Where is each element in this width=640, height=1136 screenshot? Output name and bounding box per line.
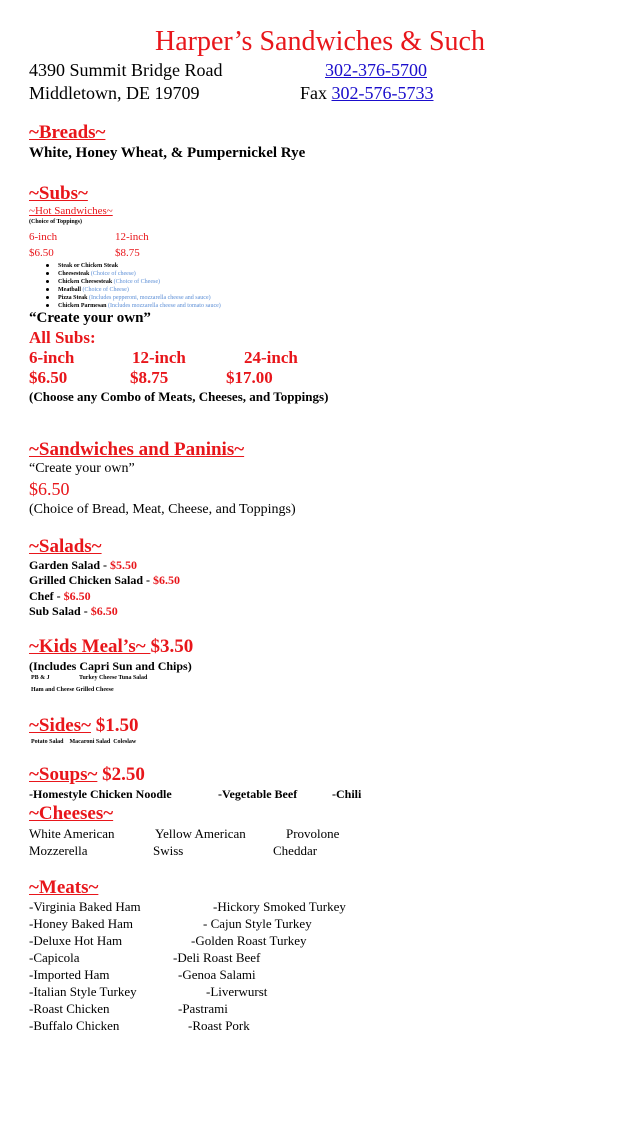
sandwiches-price: $6.50 — [29, 479, 70, 499]
cheese-swiss: Swiss — [153, 843, 184, 858]
salad-item-garden: Garden Salad - $5.50 — [29, 558, 138, 572]
hot-sandwiches-list — [29, 262, 221, 310]
meats-heading: ~Meats~ — [29, 877, 99, 898]
sandwiches-heading: ~Sandwiches and Paninis~ — [29, 439, 245, 460]
list-item: Pizza Steak (Includes pepperoni, mozzarella cheese and sauce) — [29, 294, 221, 302]
list-item: Cheesesteak (Choice of cheese) — [29, 270, 221, 278]
fax-label-text: Fax — [300, 83, 327, 103]
hot-sandwiches-heading: ~Hot Sandwiches~ — [29, 205, 113, 217]
kids-item-pbj: PB & J — [31, 675, 50, 681]
salad-item-sub: Sub Salad - $6.50 — [29, 604, 118, 618]
hot-size-small: 6-inch — [29, 231, 58, 243]
salads-heading: ~Salads~ — [29, 536, 102, 557]
soups-heading: ~Soups~ $2.50 — [29, 764, 145, 785]
cheese-white-american: White American — [29, 826, 115, 841]
subs-size-6: 6-inch — [29, 348, 75, 367]
fax-label — [300, 83, 434, 104]
hot-price-small: $6.50 — [29, 247, 54, 259]
soup-item-chicken-noodle: -Homestyle Chicken Noodle — [29, 787, 172, 801]
soup-item-chili: -Chili — [332, 787, 362, 801]
sides-list: Potato Salad Macaroni Salad Coleslaw — [31, 739, 137, 745]
meat-left-item: -Imported Ham — [29, 967, 110, 982]
sandwiches-create-own: “Create your own” — [29, 461, 135, 476]
all-subs-label: All Subs: — [29, 328, 96, 347]
address-line-1: 4390 Summit Bridge Road — [29, 60, 223, 80]
soup-item-vegetable-beef: -Vegetable Beef — [218, 787, 298, 801]
sandwiches-note: (Choice of Bread, Meat, Cheese, and Toppings) — [29, 502, 296, 517]
subs-price-6: $6.50 — [29, 368, 68, 387]
list-item: Chicken Cheesesteak (Choice of Cheese) — [29, 278, 221, 286]
cheese-provolone: Provolone — [286, 826, 340, 841]
list-item: Steak or Chicken Steak — [29, 262, 221, 270]
meat-right-item: -Pastrami — [178, 1001, 228, 1016]
page-title: Harper’s Sandwiches & Such — [155, 26, 485, 57]
subs-combo-note: (Choose any Combo of Meats, Cheeses, and Toppings) — [29, 389, 329, 404]
salad-item-chef: Chef - $6.50 — [29, 589, 91, 603]
meat-right-item: -Golden Roast Turkey — [191, 933, 307, 948]
subs-price-24: $17.00 — [226, 368, 273, 387]
meat-right-item: -Deli Roast Beef — [173, 950, 261, 965]
list-item: Meatball (Choice of Cheese) — [29, 286, 221, 294]
meat-left-item: -Roast Chicken — [29, 1001, 110, 1016]
subs-price-12: $8.75 — [130, 368, 169, 387]
kids-heading: ~Kids Meal’s~ $3.50 — [29, 636, 194, 657]
subs-size-24: 24-inch — [244, 348, 298, 367]
meat-right-item: -Liverwurst — [206, 984, 268, 999]
subs-heading: ~Subs~ — [29, 183, 88, 204]
phone-link[interactable]: 302-376-5700 — [325, 60, 427, 80]
salad-item-grilled-chicken: Grilled Chicken Salad - $6.50 — [29, 573, 181, 587]
list-item: Chicken Parmesan (Includes mozzarella cheese and tomato sauce) — [29, 302, 221, 310]
hot-price-large: $8.75 — [115, 247, 140, 259]
cheese-yellow-american: Yellow American — [155, 826, 246, 841]
meat-right-item: -Roast Pork — [188, 1018, 250, 1033]
fax-link[interactable]: 302-576-5733 — [331, 83, 434, 103]
sides-heading: ~Sides~ $1.50 — [29, 715, 139, 736]
breads-heading: ~Breads~ — [29, 122, 106, 143]
address-line-2: Middletown, DE 19709 — [29, 83, 200, 103]
meat-left-item: -Italian Style Turkey — [29, 984, 137, 999]
cheese-mozzerella: Mozzerella — [29, 843, 88, 858]
meat-right-item: -Hickory Smoked Turkey — [213, 899, 346, 914]
hot-sandwiches-note: (Choice of Toppings) — [29, 219, 83, 225]
meat-right-item: - Cajun Style Turkey — [203, 916, 312, 931]
subs-create-own: “Create your own” — [29, 310, 151, 326]
meat-left-item: -Honey Baked Ham — [29, 916, 133, 931]
meat-left-item: -Deluxe Hot Ham — [29, 933, 123, 948]
meat-left-item: -Virginia Baked Ham — [29, 899, 141, 914]
kids-item-turkey-tuna: Turkey Cheese Tuna Salad — [79, 675, 148, 681]
meat-right-item: -Genoa Salami — [178, 967, 256, 982]
subs-size-12: 12-inch — [132, 348, 186, 367]
cheese-cheddar: Cheddar — [273, 843, 318, 858]
hot-size-large: 12-inch — [115, 231, 149, 243]
breads-list: White, Honey Wheat, & Pumpernickel Rye — [29, 145, 306, 161]
meat-left-item: -Buffalo Chicken — [29, 1018, 120, 1033]
meat-left-item: -Capicola — [29, 950, 80, 965]
kids-note: (Includes Capri Sun and Chips) — [29, 659, 192, 673]
kids-item-ham-grilled: Ham and Cheese Grilled Cheese — [31, 687, 114, 693]
cheeses-heading: ~Cheeses~ — [29, 803, 114, 824]
